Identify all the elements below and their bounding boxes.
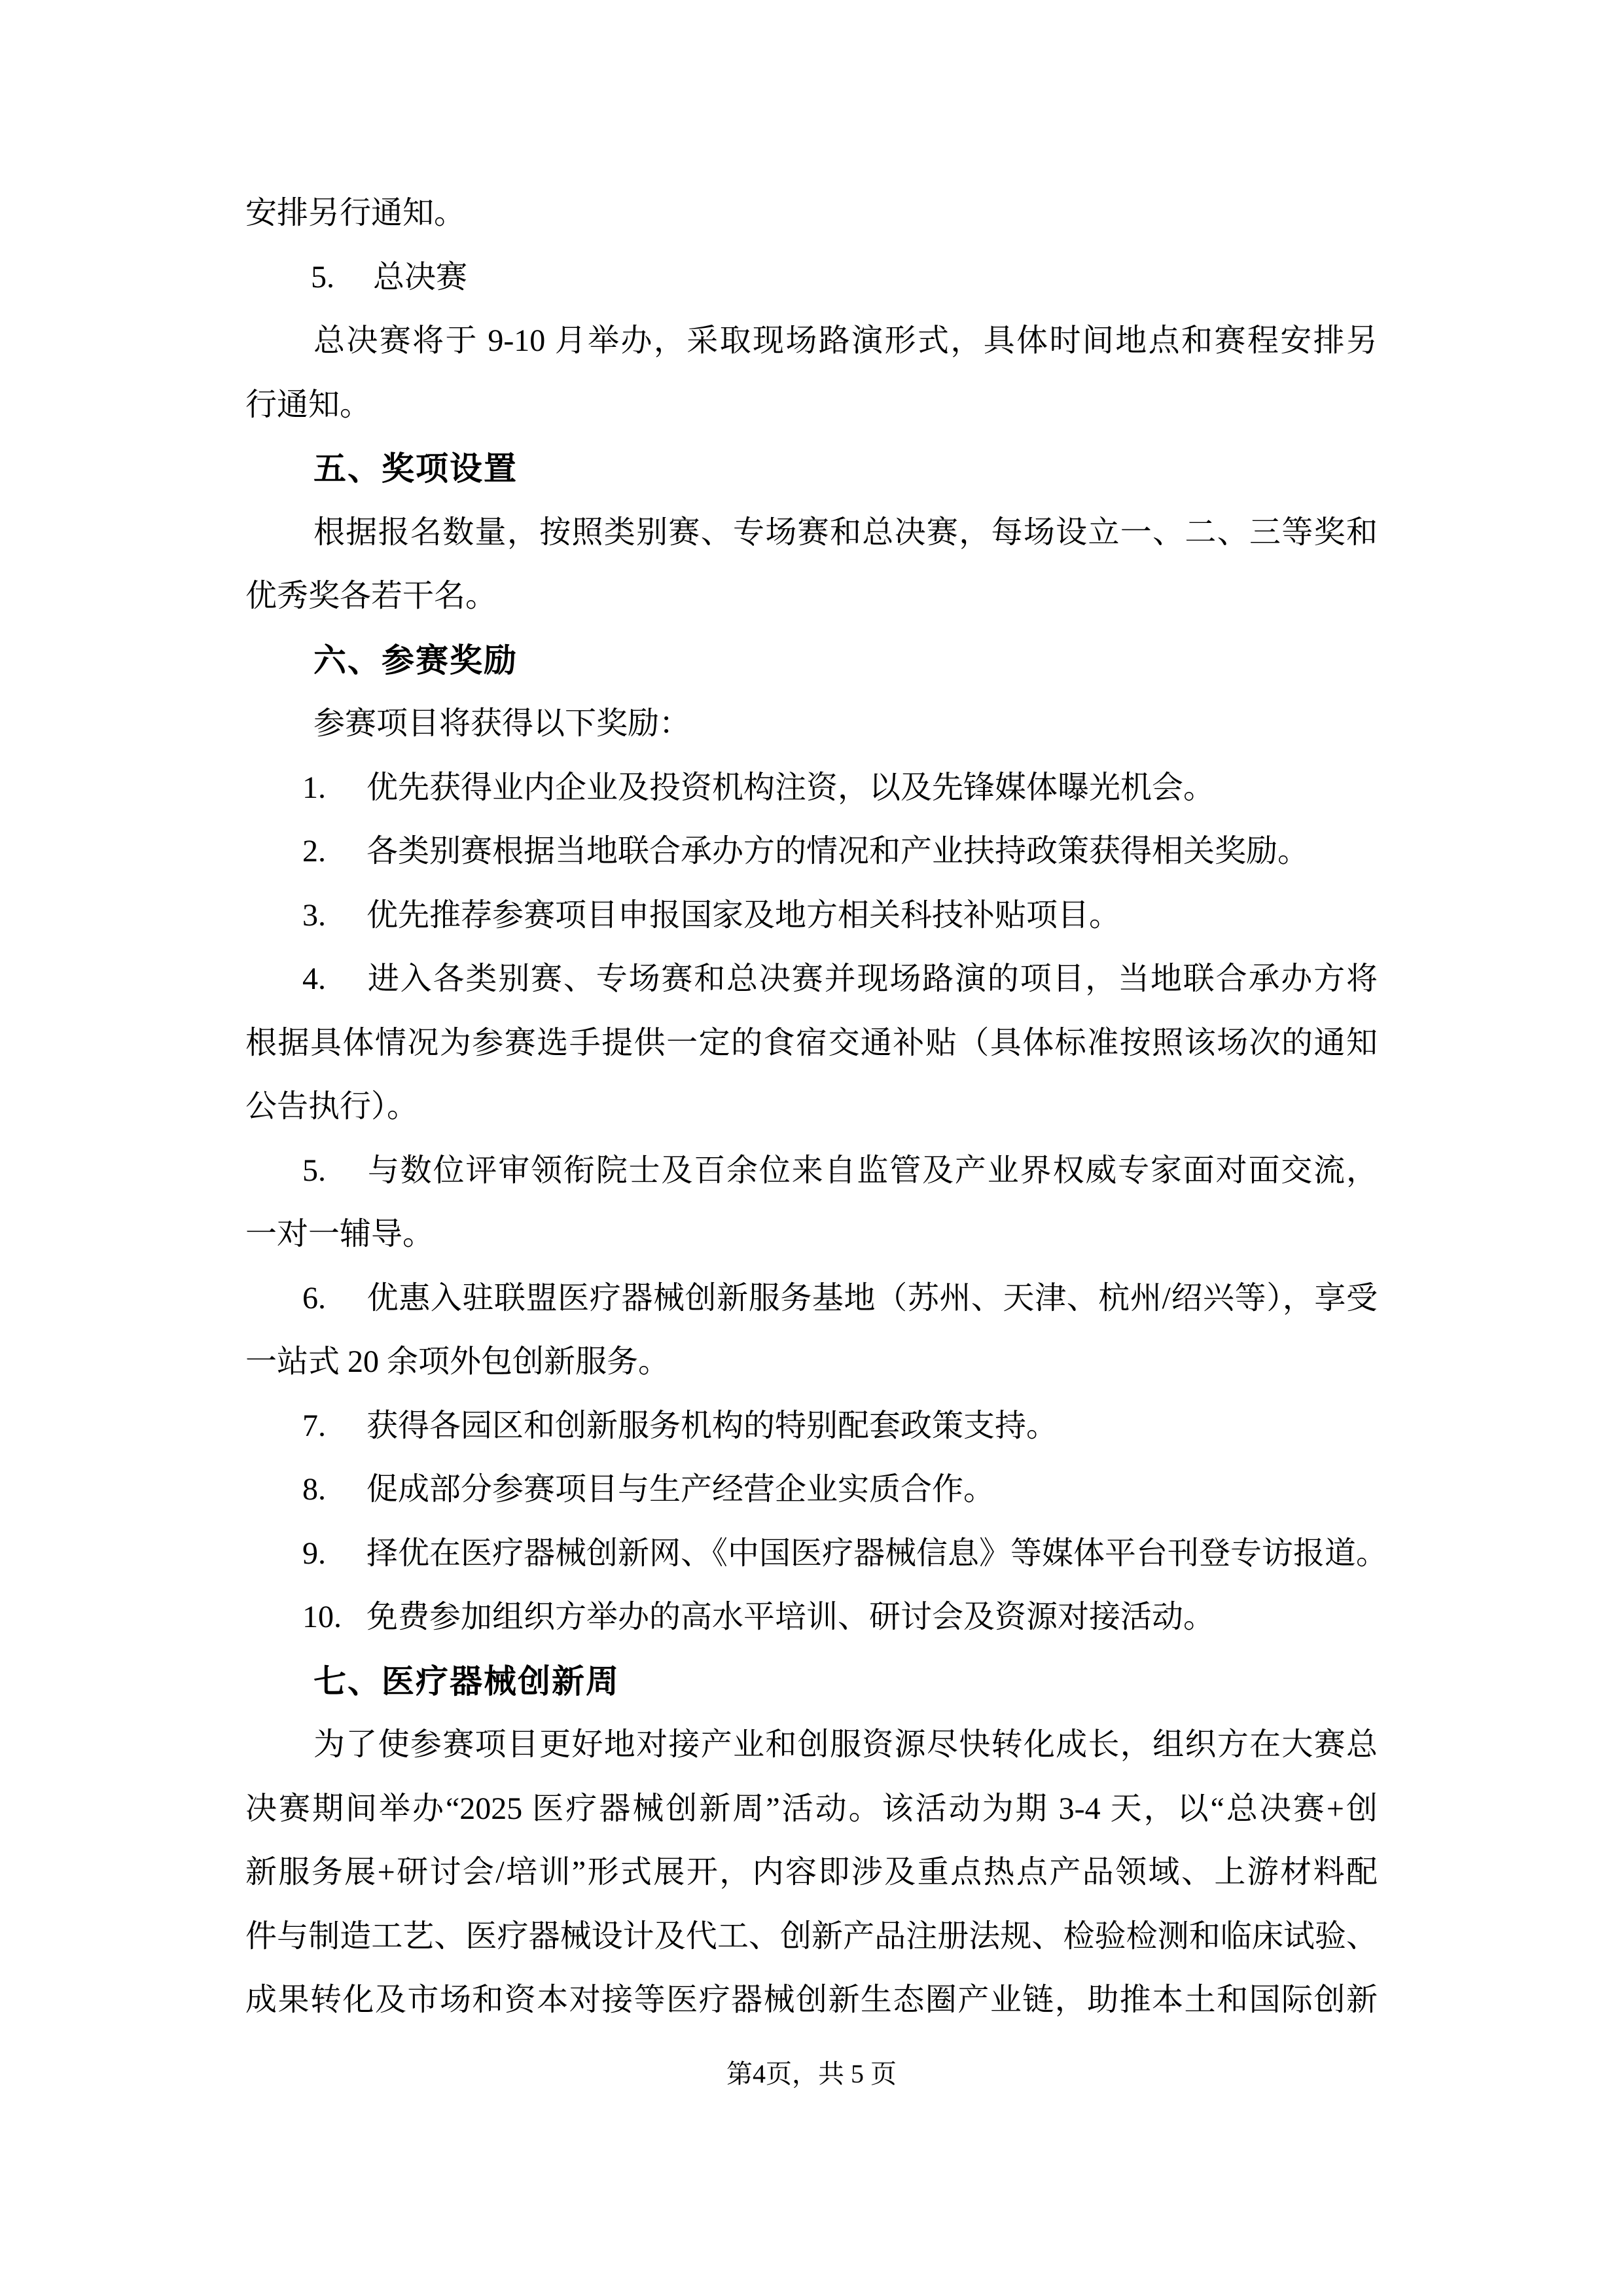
list-item — [302, 1279, 1378, 1318]
paragraph-line: 件与制造工艺、医疗器械设计及代工、创新产品注册法规、检验检测和临床试验、 — [245, 1919, 1378, 1954]
list-item-text: 各类别赛根据当地联合承办方的情况和产业扶持政策获得相关奖励。 — [366, 834, 1310, 869]
paragraph-line: 公告执行）。 — [245, 1089, 419, 1124]
list-item — [302, 1598, 1215, 1637]
paragraph-line: 新服务展+研讨会/培训”形式展开，内容即涉及重点热点产品领域、上游材料配 — [245, 1855, 1378, 1890]
paragraph-line: 根据报名数量，按照类别赛、专场赛和总决赛，每场设立一、二、三等奖和 — [313, 515, 1378, 550]
list-item-text: 择优在医疗器械创新网、《中国医疗器械信息》等媒体平台刊登专访报道。 — [366, 1536, 1388, 1571]
list-number: 1. — [302, 770, 326, 805]
list-number: 9. — [302, 1536, 326, 1571]
list-item-text: 进入各类别赛、专场赛和总决赛并现场路演的项目，当地联合承办方将 — [366, 961, 1378, 996]
list-number: 3. — [302, 898, 326, 933]
list-item — [302, 832, 1309, 871]
paragraph-line: 安排另行通知。 — [245, 196, 466, 230]
list-item — [302, 896, 1120, 935]
list-number: 10. — [302, 1600, 342, 1634]
list-item — [302, 1151, 1378, 1191]
list-item — [302, 960, 1378, 999]
page-footer: 第4页，共 5 页 — [726, 2059, 897, 2089]
list-item-text: 获得各园区和创新服务机构的特别配套政策支持。 — [366, 1408, 1058, 1443]
paragraph-line: 一站式 20 余项外包创新服务。 — [245, 1344, 670, 1379]
paragraph-line: 一对一辅导。 — [245, 1217, 435, 1251]
list-item-text: 优惠入驻联盟医疗器械创新服务基地（苏州、天津、杭州/绍兴等），享受 — [366, 1281, 1378, 1316]
paragraph-line: 参赛项目将获得以下奖励： — [313, 706, 691, 741]
section-heading: 六、参赛奖励 — [313, 642, 518, 679]
paragraph-line: 成果转化及市场和资本对接等医疗器械创新生态圈产业链，助推本土和国际创新 — [245, 1982, 1378, 2017]
section-heading: 七、医疗器械创新周 — [313, 1663, 620, 1700]
list-item-text: 总决赛 — [373, 260, 468, 295]
list-item — [311, 258, 467, 297]
list-item-text: 免费参加组织方举办的高水平培训、研讨会及资源对接活动。 — [366, 1600, 1215, 1634]
list-item-text: 与数位评审领衔院士及百余位来自监管及产业界权威专家面对面交流， — [366, 1153, 1378, 1188]
section-heading: 五、奖项设置 — [313, 450, 518, 487]
list-number: 5. — [302, 1153, 326, 1188]
list-item — [302, 768, 1215, 808]
list-number: 2. — [302, 834, 326, 869]
list-number: 4. — [302, 961, 326, 996]
paragraph-line: 为了使参赛项目更好地对接产业和创服资源尽快转化成长，组织方在大赛总 — [313, 1727, 1378, 1762]
paragraph-line: 总决赛将于 9-10 月举办，采取现场路演形式，具体时间地点和赛程安排另 — [313, 323, 1378, 358]
list-item-text: 促成部分参赛项目与生产经营企业实质合作。 — [366, 1472, 995, 1507]
list-item — [302, 1534, 1387, 1573]
list-number: 8. — [302, 1472, 326, 1507]
paragraph-line: 行通知。 — [245, 387, 372, 422]
list-item-text: 优先推荐参赛项目申报国家及地方相关科技补贴项目。 — [366, 898, 1121, 933]
list-item — [302, 1470, 995, 1509]
paragraph-line: 根据具体情况为参赛选手提供一定的食宿交通补贴（具体标准按照该场次的通知 — [245, 1026, 1378, 1060]
list-number: 6. — [302, 1281, 326, 1316]
paragraph-line: 决赛期间举办“2025 医疗器械创新周”活动。该活动为期 3-4 天，以“总决赛+创 — [245, 1791, 1378, 1826]
list-item — [302, 1407, 1058, 1446]
list-number: 5. — [311, 260, 334, 295]
paragraph-line: 优秀奖各若干名。 — [245, 579, 497, 613]
list-item-text: 优先获得业内企业及投资机构注资，以及先锋媒体曝光机会。 — [366, 770, 1215, 805]
list-number: 7. — [302, 1408, 326, 1443]
